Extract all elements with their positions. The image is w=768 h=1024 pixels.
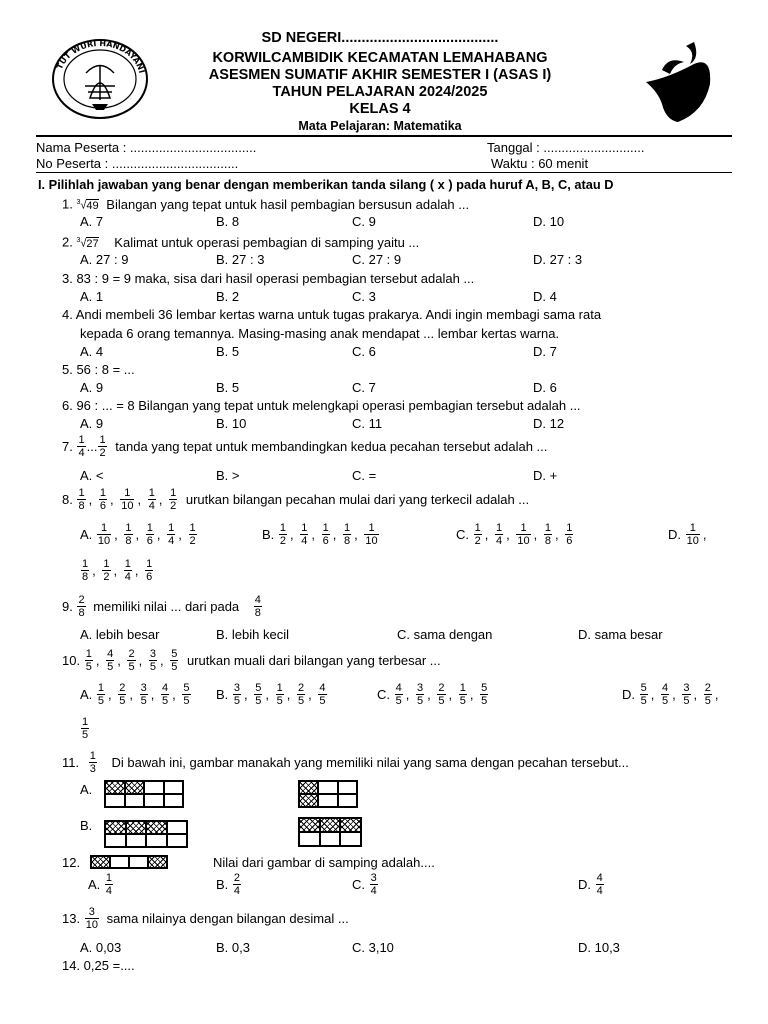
- q7-option-b[interactable]: B. >: [216, 468, 240, 483]
- cube-root: $^3$√27: [76, 237, 99, 250]
- header-divider: [36, 135, 732, 137]
- question-6: 6. 96 : ... = 8 Bilangan yang tepat untuk melengkapi operasi pembagian tersebut adalah ...: [62, 398, 581, 413]
- q6-option-c[interactable]: C. 11: [352, 416, 383, 431]
- fraction: $\frac{3}{10}$: [85, 906, 98, 931]
- question-7: [62, 434, 547, 459]
- q7-option-c[interactable]: C. =: [352, 468, 377, 483]
- question-number: 2.: [62, 234, 73, 250]
- question-12-number: 12.: [62, 855, 81, 870]
- question-text: sama nilainya dengan bilangan desimal ...: [106, 911, 349, 926]
- svg-text:TUT WURI HANDAYANI: TUT WURI HANDAYANI: [55, 38, 147, 75]
- question-3: 3. 83 : 9 = 9 maka, sisa dari hasil operasi pembagian tersebut adalah ...: [62, 271, 475, 286]
- question-number: 9.: [62, 599, 73, 614]
- q11-option-c-figure: [298, 780, 358, 808]
- q9-option-c[interactable]: C. sama dengan: [397, 627, 493, 642]
- fraction: $\frac{1}{2}$: [170, 487, 177, 512]
- fraction: $\frac{1}{10}$: [121, 487, 134, 512]
- q9-option-a[interactable]: A. lebih besar: [80, 627, 160, 642]
- q4-option-d[interactable]: D. 7: [533, 344, 557, 359]
- q8-option-c[interactable]: C. $\frac{1}{2}$ , $\frac{1}{4}$ , $\frac{1}{10}$ , $\frac{1}{8}$ , $\frac{1}{6}$: [456, 522, 573, 547]
- question-5: 5. 56 : 8 = ...: [62, 362, 135, 377]
- q12-option-c[interactable]: C. $\frac{3}{4}$: [352, 872, 377, 897]
- question-text: urutkan bilangan pecahan mulai dari yang terkecil adalah ...: [185, 492, 530, 507]
- q11-option-a[interactable]: A.: [80, 782, 93, 797]
- q11-option-d-figure: [298, 817, 362, 847]
- subject-label: Mata Pelajaran: Matematika: [298, 119, 462, 133]
- q9-option-d[interactable]: D. sama besar: [578, 627, 663, 642]
- academic-year: TAHUN PELAJARAN 2024/2025: [272, 84, 488, 100]
- question-13: [62, 906, 349, 931]
- q2-option-a[interactable]: A. 27 : 9: [80, 252, 129, 267]
- time-label: Waktu : 60 menit: [491, 156, 589, 171]
- question-text: Kalimat untuk operasi pembagian di samping yaitu ...: [114, 234, 420, 250]
- q5-option-d[interactable]: D. 6: [533, 380, 557, 395]
- q13-option-a[interactable]: A. 0,03: [80, 940, 122, 955]
- question-4-line-1: 4. Andi membeli 36 lembar kertas warna untuk tugas prakarya. Andi ingin membagi sama rata: [62, 307, 602, 322]
- district-name: KORWILCAMBIDIK KECAMATAN LEMAHABANG: [212, 50, 548, 66]
- q11-option-b[interactable]: B.: [80, 818, 93, 833]
- q4-option-a[interactable]: A. 4: [80, 344, 104, 359]
- fraction: $\frac{1}{4}$: [78, 434, 85, 459]
- participant-number-field[interactable]: No Peserta : ...................................: [36, 156, 239, 171]
- q1-option-d[interactable]: D. 10: [533, 214, 565, 229]
- cube-root: $^3$√49: [76, 199, 99, 212]
- question-text: tanda yang tepat untuk membandingkan kedua pecahan tersebut adalah ...: [115, 439, 548, 454]
- q11-option-b-figure: [104, 820, 188, 848]
- q11-option-a-figure: [104, 780, 184, 808]
- question-11: [62, 750, 629, 775]
- q12-option-b[interactable]: B. $\frac{2}{4}$: [216, 872, 241, 897]
- q12-option-a[interactable]: A. $\frac{1}{4}$: [88, 872, 113, 897]
- question-12-text: Nilai dari gambar di samping adalah....: [213, 855, 435, 870]
- fraction: $\frac{2}{8}$: [78, 594, 85, 619]
- q1-option-c[interactable]: C. 9: [352, 214, 376, 229]
- q13-option-c[interactable]: C. 3,10: [352, 940, 394, 955]
- q8-option-d[interactable]: D. $\frac{1}{10}$ ,: [668, 522, 707, 547]
- question-10: 10. $\frac{1}{5}$ , $\frac{4}{5}$ , $\frac{2}{5}$ , $\frac{3}{5}$ , $\frac{5}{5}$ urutkan muali dari bilangan yang terbesar ...: [62, 648, 441, 673]
- q10-option-d-continued: $\frac{1}{5}$: [82, 716, 89, 741]
- q2-option-b[interactable]: B. 27 : 3: [216, 252, 265, 267]
- school-name: SD NEGERI.......................................: [261, 30, 499, 46]
- fraction: $\frac{4}{8}$: [254, 594, 261, 619]
- question-9: [62, 594, 263, 619]
- q4-option-c[interactable]: C. 6: [352, 344, 376, 359]
- question-number: 8.: [62, 492, 73, 507]
- q3-option-a[interactable]: A. 1: [80, 289, 104, 304]
- participant-name-field[interactable]: Nama Peserta : ...................................: [36, 140, 257, 155]
- q5-option-b[interactable]: B. 5: [216, 380, 240, 395]
- q4-option-b[interactable]: B. 5: [216, 344, 240, 359]
- question-number: 7.: [62, 439, 73, 454]
- question-text: urutkan muali dari bilangan yang terbesar ...: [186, 653, 441, 668]
- class-label: KELAS 4: [349, 101, 411, 117]
- question-4-line-2: kepada 6 orang temannya. Masing-masing anak mendapat ... lembar kertas warna.: [80, 326, 560, 341]
- school-emblem: [640, 38, 720, 122]
- fraction: $\frac{1}{6}$: [99, 487, 106, 512]
- question-text: memiliki nilai ... dari pada: [93, 599, 240, 614]
- q7-option-d[interactable]: D. +: [533, 468, 558, 483]
- question-number: 11.: [62, 755, 80, 770]
- fraction: $\frac{1}{3}$: [89, 750, 96, 775]
- question-number: 1.: [62, 196, 73, 212]
- comparison-dots: ...: [86, 439, 98, 454]
- fraction: $\frac{1}{4}$: [148, 487, 155, 512]
- q1-option-a[interactable]: A. 7: [80, 214, 104, 229]
- q2-option-c[interactable]: C. 27 : 9: [352, 252, 402, 267]
- q9-option-b[interactable]: B. lebih kecil: [216, 627, 289, 642]
- q10-option-c[interactable]: C. $\frac{4}{5}$ , $\frac{3}{5}$ , $\frac{2}{5}$ , $\frac{1}{5}$ , $\frac{5}{5}$: [377, 682, 488, 707]
- q12-figure: [90, 855, 168, 869]
- question-1: [62, 195, 469, 214]
- q10-option-d[interactable]: D. $\frac{5}{5}$ , $\frac{4}{5}$ , $\frac{3}{5}$ , $\frac{2}{5}$ ,: [622, 682, 719, 707]
- q10-option-a[interactable]: A. $\frac{1}{5}$ , $\frac{2}{5}$ , $\frac{3}{5}$ , $\frac{4}{5}$ , $\frac{5}{5}$: [80, 682, 190, 707]
- q8-option-b[interactable]: B. $\frac{1}{2}$ , $\frac{1}{4}$ , $\frac{1}{6}$ , $\frac{1}{8}$ , $\frac{1}{10}$: [262, 522, 378, 547]
- q6-option-b[interactable]: B. 10: [216, 416, 247, 431]
- info-divider: [36, 172, 732, 173]
- q8-option-a[interactable]: A. $\frac{1}{10}$ , $\frac{1}{8}$ , $\frac{1}{6}$ , $\frac{1}{4}$ , $\frac{1}{2}$: [80, 522, 196, 547]
- q13-option-b[interactable]: B. 0,3: [216, 940, 250, 955]
- tut-wuri-handayani-logo: [50, 38, 150, 120]
- date-field[interactable]: Tanggal : ............................: [487, 140, 645, 155]
- question-number: 13.: [62, 911, 81, 926]
- question-2: [62, 233, 419, 252]
- q7-option-a[interactable]: A. <: [80, 468, 104, 483]
- fraction: $\frac{1}{8}$: [78, 487, 85, 512]
- q1-option-b[interactable]: B. 8: [216, 214, 240, 229]
- exam-title: ASESMEN SUMATIF AKHIR SEMESTER I (ASAS I): [208, 67, 552, 83]
- question-text: Di bawah ini, gambar manakah yang memiliki nilai yang sama dengan pecahan tersebut...: [111, 755, 629, 770]
- question-14: 14. 0,25 =....: [62, 958, 135, 973]
- q12-option-d[interactable]: D. $\frac{4}{4}$: [578, 872, 603, 897]
- q8-option-d-continued: $\frac{1}{8}$ , $\frac{1}{2}$ , $\frac{1}{4}$ , $\frac{1}{6}$: [82, 558, 153, 583]
- q10-option-b[interactable]: B. $\frac{3}{5}$ , $\frac{5}{5}$ , $\frac{1}{5}$ , $\frac{2}{5}$ , $\frac{4}{5}$: [216, 682, 326, 707]
- question-8: 8. $\frac{1}{8}$ , $\frac{1}{6}$ , $\frac{1}{10}$ , $\frac{1}{4}$ , $\frac{1}{2}$ urutkan bilangan pecahan mulai dari yang terkecil adalah ...: [62, 487, 530, 512]
- q3-option-c[interactable]: C. 3: [352, 289, 376, 304]
- q6-option-a[interactable]: A. 9: [80, 416, 104, 431]
- instruction-heading: I. Pilihlah jawaban yang benar dengan memberikan tanda silang ( x ) pada huruf A, B, C, atau D: [38, 177, 614, 192]
- q3-option-b[interactable]: B. 2: [216, 289, 240, 304]
- q5-option-c[interactable]: C. 7: [352, 380, 376, 395]
- question-text: Bilangan yang tepat untuk hasil pembagian bersusun adalah ...: [106, 196, 470, 212]
- q3-option-d[interactable]: D. 4: [533, 289, 557, 304]
- fraction: $\frac{1}{2}$: [99, 434, 106, 459]
- q6-option-d[interactable]: D. 12: [533, 416, 565, 431]
- q13-option-d[interactable]: D. 10,3: [578, 940, 620, 955]
- question-number: 10.: [62, 653, 81, 668]
- q5-option-a[interactable]: A. 9: [80, 380, 104, 395]
- q2-option-d[interactable]: D. 27 : 3: [533, 252, 583, 267]
